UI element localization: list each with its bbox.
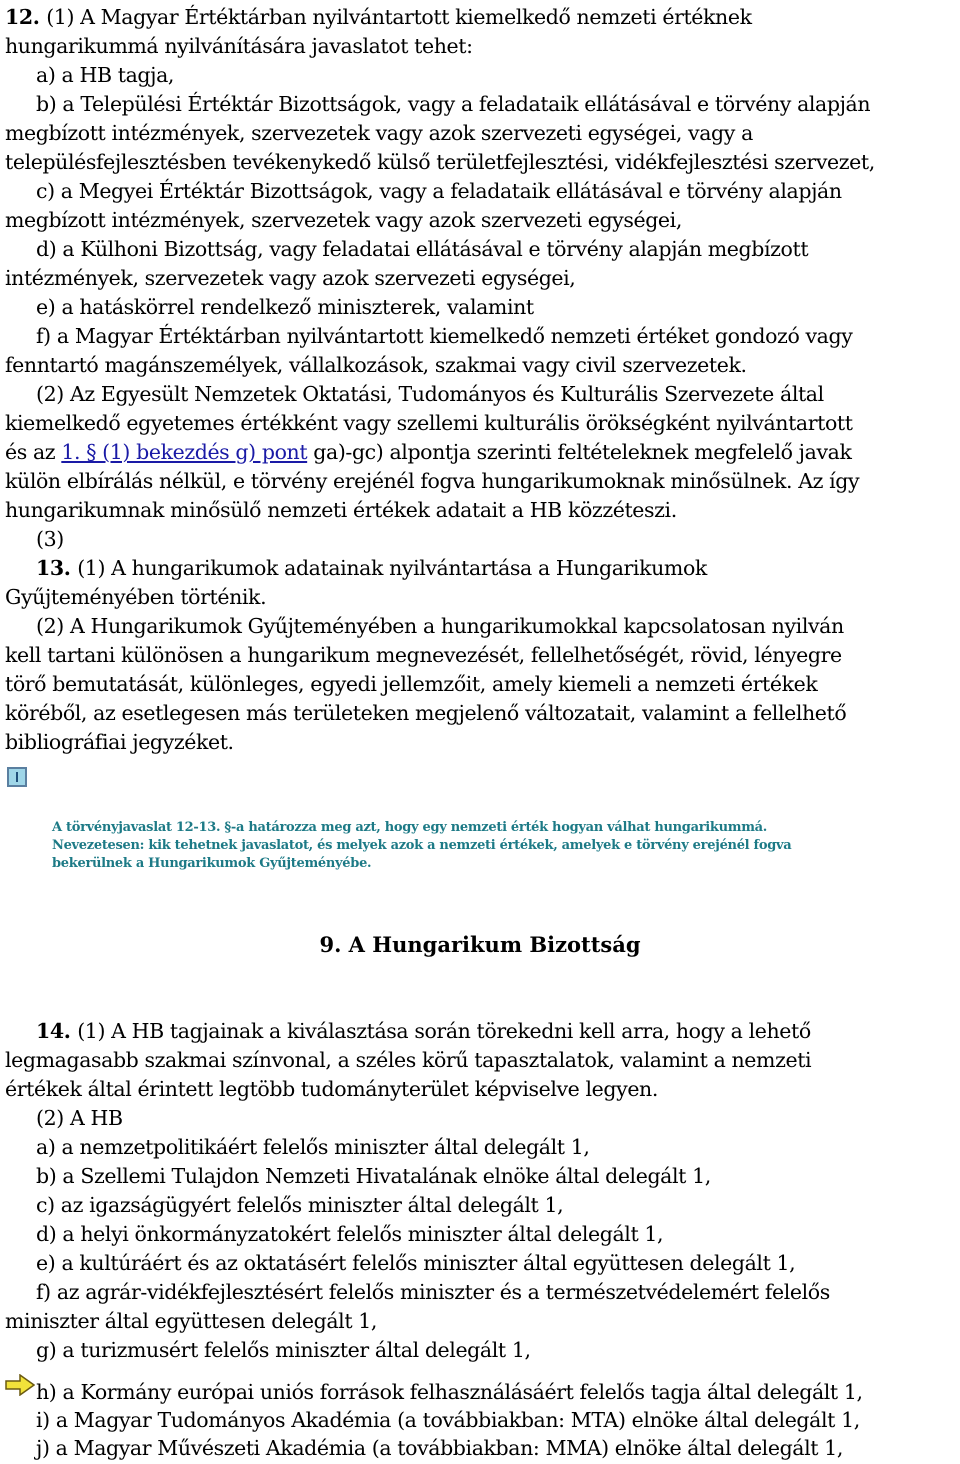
text-line: a) a nemzetpolitikáért felelős miniszter által delegált 1, (36, 1135, 590, 1159)
text-line: legmagasabb szakmai színvonal, a széles körű tapasztalatok, valamint a nemzeti (5, 1048, 812, 1072)
section-13-line-1 (36, 554, 707, 583)
text-line: c) az igazságügyért felelős miniszter által delegált 1, (36, 1193, 564, 1217)
commentary-note-line: Nevezetesen: kik tehetnek javaslatot, és melyek azok a nemzeti értékek, amelyek e törvény erejénél fogva (52, 838, 792, 853)
text-line: fenntartó magánszemélyek, vállalkozások, szakmai vagy civil szervezetek. (5, 353, 747, 377)
text-line: b) a Szellemi Tulajdon Nemzeti Hivatalának elnöke által delegált 1, (36, 1164, 711, 1188)
section-14-line-1 (36, 1017, 811, 1046)
text-line: h) a Kormány európai uniós források felhasználásáért felelős tagja által delegált 1, (36, 1380, 863, 1404)
section-13-text: (1) A hungarikumok adatainak nyilvántartása a Hungarikumok (77, 556, 707, 580)
text-line: hungarikumnak minősülő nemzeti értékek adatait a HB közzéteszi. (5, 498, 677, 522)
text-line: értékek által érintett legtöbb tudományterület képviselve legyen. (5, 1077, 658, 1101)
text-line: törő bemutatását, különleges, egyedi jellemzőit, amely kiemeli a nemzeti értékek (5, 672, 818, 696)
section-reference-link[interactable]: 1. § (1) bekezdés g) pont (61, 440, 308, 464)
text-fragment: és az (5, 440, 62, 464)
text-line: b) a Települési Értéktár Bizottságok, vagy a feladataik ellátásával e törvény alapján (36, 92, 871, 116)
text-line: f) az agrár-vidékfejlesztésért felelős miniszter és a természetvédelemért felelős (36, 1280, 830, 1304)
commentary-note-line: A törvényjavaslat 12-13. §-a határozza meg azt, hogy egy nemzeti érték hogyan válhat hungarikummá. (52, 820, 768, 835)
arrow-right-icon (5, 1374, 35, 1396)
section-12-text: (1) A Magyar Értéktárban nyilvántartott kiemelkedő nemzeti értéknek (46, 5, 752, 29)
text-line: kiemelkedő egyetemes értékként vagy szellemi kulturális örökségként nyilvántartott (5, 411, 853, 435)
section-14-number: 14. (36, 1019, 78, 1043)
section-12-number: 12. (5, 5, 47, 29)
text-line: intézmények, szervezetek vagy azok szervezeti egységei, (5, 266, 576, 290)
text-line-with-link (5, 438, 851, 467)
text-line: hungarikummá nyilvánítására javaslatot tehet: (5, 34, 473, 58)
text-line: i) a Magyar Tudományos Akadémia (a továbbiakban: MTA) elnöke által delegált 1, (36, 1408, 860, 1432)
text-line: külön elbírálás nélkül, e törvény erejénél fogva hungarikumoknak minősülnek. Az így (5, 469, 860, 493)
text-line: j) a Magyar Művészeti Akadémia (a továbbiakban: MMA) elnöke által delegált 1, (36, 1436, 843, 1460)
commentary-note-line: bekerülnek a Hungarikumok Gyűjteményébe. (52, 856, 372, 871)
text-line: Gyűjteményében történik. (5, 585, 267, 609)
text-line: e) a hatáskörrel rendelkező miniszterek, valamint (36, 295, 534, 319)
text-line: bibliográfiai jegyzéket. (5, 730, 234, 754)
text-line: (2) A HB (36, 1106, 123, 1130)
text-line: (2) A Hungarikumok Gyűjteményében a hungarikumokkal kapcsolatosan nyilván (36, 614, 844, 638)
text-line: megbízott intézmények, szervezetek vagy azok szervezeti egységei, vagy a (5, 121, 753, 145)
text-line: a) a HB tagja, (36, 63, 175, 87)
text-line: c) a Megyei Értéktár Bizottságok, vagy a feladataik ellátásával e törvény alapján (36, 179, 842, 203)
section-13-number: 13. (36, 556, 78, 580)
text-line: köréből, az esetlegesen más területeken megjelenő változatait, valamint a fellelhető (5, 701, 847, 725)
section-12-line-1 (5, 3, 752, 32)
text-line: f) a Magyar Értéktárban nyilvántartott kiemelkedő nemzeti értéket gondozó vagy (36, 324, 853, 348)
text-fragment: ga)-gc) alpontja szerinti feltételeknek megfelelő javak (307, 440, 852, 464)
text-line: g) a turizmusért felelős miniszter által delegált 1, (36, 1338, 531, 1362)
text-line: településfejlesztésben tevékenykedő külső területfejlesztési, vidékfejlesztési szervezet, (5, 150, 875, 174)
text-line: e) a kultúráért és az oktatásért felelős miniszter által együttesen delegált 1, (36, 1251, 796, 1275)
text-line: (2) Az Egyesült Nemzetek Oktatási, Tudományos és Kulturális Szervezete által (36, 382, 824, 406)
section-14-text: (1) A HB tagjainak a kiválasztása során törekedni kell arra, hogy a lehető (77, 1019, 811, 1043)
text-line: megbízott intézmények, szervezetek vagy azok szervezeti egységei, (5, 208, 682, 232)
chapter-heading: 9. A Hungarikum Bizottság (319, 932, 641, 957)
text-line: d) a helyi önkormányzatokért felelős miniszter által delegált 1, (36, 1222, 664, 1246)
info-icon[interactable] (6, 766, 28, 788)
text-line: miniszter által együttesen delegált 1, (5, 1309, 378, 1333)
text-line: d) a Külhoni Bizottság, vagy feladatai ellátásával e törvény alapján megbízott (36, 237, 809, 261)
text-line: kell tartani különösen a hungarikum megnevezését, fellelhetőségét, rövid, lényegre (5, 643, 842, 667)
text-line: (3) (36, 527, 64, 551)
